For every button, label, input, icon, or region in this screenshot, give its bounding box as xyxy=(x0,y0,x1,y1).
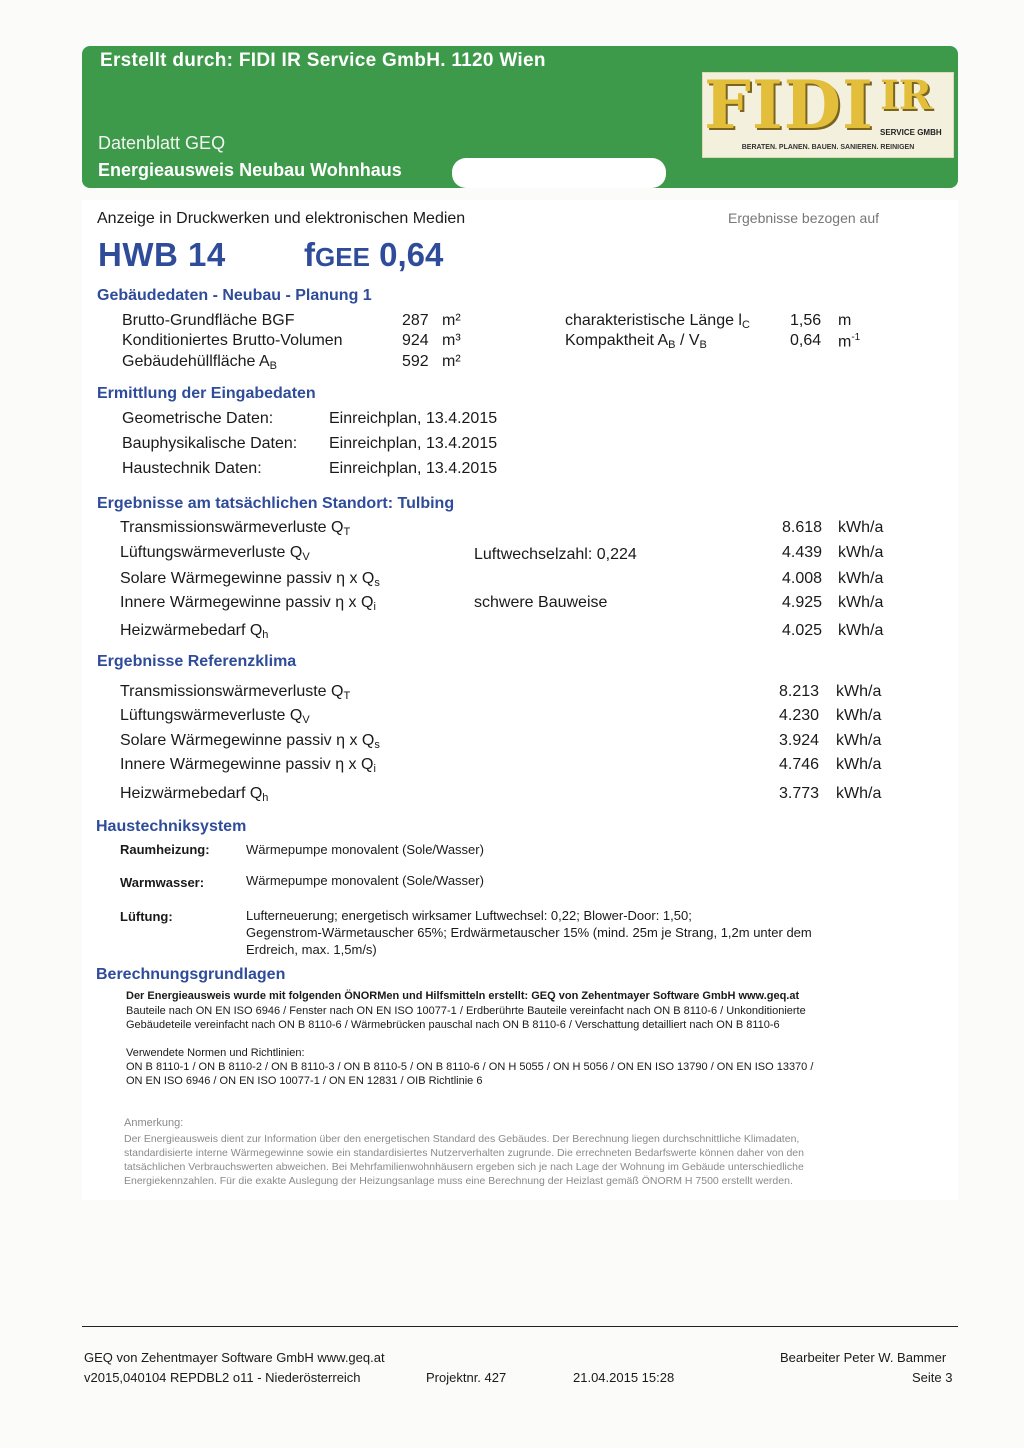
eingabe-value: Einreichplan, 13.4.2015 xyxy=(329,410,498,427)
referenz-row-label: Solare Wärmegewinne passiv η x $Q_s$ xyxy=(120,732,380,751)
logo-tagline: BERATEN. PLANEN. BAUEN. SANIEREN. REINIGEN xyxy=(741,144,915,151)
referenz-row-value: 4.230 xyxy=(779,707,820,724)
char-laenge-unit: m xyxy=(838,312,852,329)
volumen-unit: m³ xyxy=(442,332,461,349)
kompaktheit-label: Kompaktheit $A_B / V_B$ xyxy=(565,332,707,351)
bauweise-note: schwere Bauweise xyxy=(474,594,608,611)
redacted-address xyxy=(452,158,666,188)
char-laenge-value: 1,56 xyxy=(790,312,822,329)
referenz-row-value: 3.924 xyxy=(779,732,820,749)
raumheizung-label: Raumheizung: xyxy=(120,842,210,857)
standort-title: Ergebnisse am tatsächlichen Standort: Tulbing xyxy=(97,495,455,512)
footer-projekt: Projektnr. 427 xyxy=(426,1370,507,1385)
warmwasser-value: Wärmepumpe monovalent (Sole/Wasser) xyxy=(246,873,484,888)
anmerkung-title: Anmerkung: xyxy=(124,1117,184,1129)
huellflaeche-label: Gebäudehüllfläche $A_B$ xyxy=(122,353,278,372)
standort-row-label: Lüftungswärmeverluste $Q_V$ xyxy=(120,544,310,563)
berechnung-line: Der Energieausweis wurde mit folgenden ÖNORMen und Hilfsmitteln erstellt: GEQ von Zehentmayer Software GmbH www.geq.at xyxy=(126,990,800,1002)
eingabe-value: Einreichplan, 13.4.2015 xyxy=(329,435,498,452)
referenz-row-value: 8.213 xyxy=(779,683,820,700)
created-by-text: Erstellt durch: FIDI IR Service GmbH. 1120 Wien xyxy=(100,50,546,71)
lueftung-label: Lüftung: xyxy=(120,909,173,924)
anmerkung-line: tatsächlichen Verbrauchswerten abweichen. Bei Mehrfamilienwohnhäusern ergeben sich je nach Lage der Wohnung im Gebäude unterschiedliche xyxy=(124,1161,804,1173)
logo-text-ir: IR xyxy=(880,72,932,119)
standort-row-value: 4.008 xyxy=(782,570,823,587)
referenz-row-label: Transmissionswärmeverluste $Q_T$ xyxy=(120,683,351,702)
referenz-row-unit: kWh/a xyxy=(836,683,882,700)
datenblatt-title: Datenblatt GEQ xyxy=(98,133,226,153)
logo-text-fidi: FIDI xyxy=(704,66,874,144)
raumheizung-value: Wärmepumpe monovalent (Sole/Wasser) xyxy=(246,842,484,857)
standort-row-label: Solare Wärmegewinne passiv η x $Q_s$ xyxy=(120,570,380,589)
eingabedaten-title: Ermittlung der Eingabedaten xyxy=(97,385,316,402)
volumen-label: Konditioniertes Brutto-Volumen xyxy=(122,332,343,349)
anmerkung-line: standardisierte interne Wärmegewinne sowie ein standardisiertes Nutzerverhalten zugrunde. Die errechneten Bedarfswerte können daher von den xyxy=(124,1147,804,1159)
bgf-value: 287 xyxy=(402,312,429,329)
standort-row-unit: kWh/a xyxy=(838,519,884,536)
footer-seite: Seite 3 xyxy=(912,1370,953,1385)
referenz-row-unit: kWh/a xyxy=(836,732,882,749)
standort-row-value: 4.439 xyxy=(782,544,823,561)
lueftung-line: Lufterneuerung; energetisch wirksamer Luftwechsel: 0,22; Blower-Door: 1,50; xyxy=(246,908,692,923)
kompaktheit-unit: $m^{-1}$ xyxy=(838,332,861,351)
standort-row-label: Innere Wärmegewinne passiv η x $Q_i$ xyxy=(120,594,376,613)
berechnung-line: Bauteile nach ON EN ISO 6946 / Fenster nach ON EN ISO 10077-1 / Erdberührte Bauteile vereinfacht nach ON B 8110-6 / Unkonditionierte xyxy=(126,1005,806,1017)
huellflaeche-value: 592 xyxy=(402,353,429,370)
standort-row-unit: kWh/a xyxy=(838,570,884,587)
standort-row-unit: kWh/a xyxy=(838,594,884,611)
standort-row-unit: kWh/a xyxy=(838,544,884,561)
referenz-row-label: Innere Wärmegewinne passiv η x $Q_i$ xyxy=(120,756,376,775)
lueftung-line: Erdreich, max. 1,5m/s) xyxy=(246,942,377,957)
standort-row-value: 8.618 xyxy=(782,519,823,536)
hwb-value: HWB 14 xyxy=(98,236,226,273)
standort-row-value: 4.925 xyxy=(782,594,823,611)
luftwechselzahl-note: Luftwechselzahl: 0,224 xyxy=(474,546,637,563)
lueftung-line: Gegenstrom-Wärmetauscher 65%; Erdwärmetauscher 15% (mind. 25m je Strang, 1,2m unter dem xyxy=(246,925,812,940)
referenz-title: Ergebnisse Referenzklima xyxy=(97,653,297,670)
standort-row-label: Heizwärmebedarf $Q_h$ xyxy=(120,622,269,641)
eingabe-value: Einreichplan, 13.4.2015 xyxy=(329,460,498,477)
volumen-value: 924 xyxy=(402,332,429,349)
logo-service: SERVICE GMBH xyxy=(880,128,942,137)
haustechnik-title: Haustechniksystem xyxy=(96,818,247,835)
normen-title: Verwendete Normen und Richtlinien: xyxy=(126,1047,305,1059)
eingabe-label: Bauphysikalische Daten: xyxy=(122,435,298,452)
referenz-row-unit: kWh/a xyxy=(836,756,882,773)
eingabe-label: Haustechnik Daten: xyxy=(122,460,262,477)
footer-divider xyxy=(82,1326,958,1327)
referenz-row-label: Heizwärmebedarf $Q_h$ xyxy=(120,785,269,804)
char-laenge-label: charakteristische Länge $l_C$ xyxy=(565,312,750,331)
warmwasser-label: Warmwasser: xyxy=(120,875,205,890)
referenz-row-label: Lüftungswärmeverluste $Q_V$ xyxy=(120,707,310,726)
bgf-label: Brutto-Grundfläche BGF xyxy=(122,312,295,329)
normen-line: ON B 8110-1 / ON B 8110-2 / ON B 8110-3 / ON B 8110-5 / ON B 8110-6 / ON H 5055 / ON H 5056 / ON EN ISO 13790 / ON EN ISO 13370 / xyxy=(126,1061,814,1073)
footer-software: GEQ von Zehentmayer Software GmbH www.geq.at xyxy=(84,1350,385,1365)
bgf-unit: m² xyxy=(442,312,461,329)
kompaktheit-value: 0,64 xyxy=(790,332,822,349)
standort-row-value: 4.025 xyxy=(782,622,823,639)
berechnung-line: Gebäudeteile vereinfacht nach ON B 8110-6 / Wärmebrücken pauschal nach ON B 8110-6 / Verschattung detailliert nach ON B 8110-6 xyxy=(126,1019,780,1031)
normen-line: ON EN ISO 6946 / ON EN ISO 10077-1 / ON EN 12831 / OIB Richtlinie 6 xyxy=(126,1075,483,1087)
huellflaeche-unit: m² xyxy=(442,353,461,370)
referenz-row-unit: kWh/a xyxy=(836,707,882,724)
standort-row-label: Transmissionswärmeverluste $Q_T$ xyxy=(120,519,351,538)
ergebnisse-bezogen-label: Ergebnisse bezogen auf xyxy=(728,210,879,226)
footer-bearbeiter: Bearbeiter Peter W. Bammer xyxy=(780,1350,947,1365)
gebaeudedaten-title: Gebäudedaten - Neubau - Planung 1 xyxy=(97,287,372,304)
standort-row-unit: kWh/a xyxy=(838,622,884,639)
anmerkung-line: Energiekennzahlen. Für die exakte Auslegung der Heizungsanlage muss eine Berechnung der Heizlast gemäß ÖNORM H 7500 erstellt werden. xyxy=(124,1175,793,1187)
referenz-row-value: 4.746 xyxy=(779,756,820,773)
berechnung-title: Berechnungsgrundlagen xyxy=(96,966,286,983)
fgee-value: fGEE 0,64 xyxy=(304,236,444,273)
referenz-row-unit: kWh/a xyxy=(836,785,882,802)
eingabe-label: Geometrische Daten: xyxy=(122,410,274,427)
footer-datum: 21.04.2015 15:28 xyxy=(573,1370,675,1385)
footer-version: v2015,040104 REPDBL2 o11 - Niederösterreich xyxy=(84,1370,361,1385)
anzeige-heading: Anzeige in Druckwerken und elektronischen Medien xyxy=(97,210,466,227)
anmerkung-line: Der Energieausweis dient zur Information über den energetischen Standard des Gebäudes. Der Berechnung liegen durchschnittliche Klimadaten, xyxy=(124,1133,800,1145)
energieausweis-title: Energieausweis Neubau Wohnhaus xyxy=(98,160,402,180)
referenz-row-value: 3.773 xyxy=(779,785,820,802)
